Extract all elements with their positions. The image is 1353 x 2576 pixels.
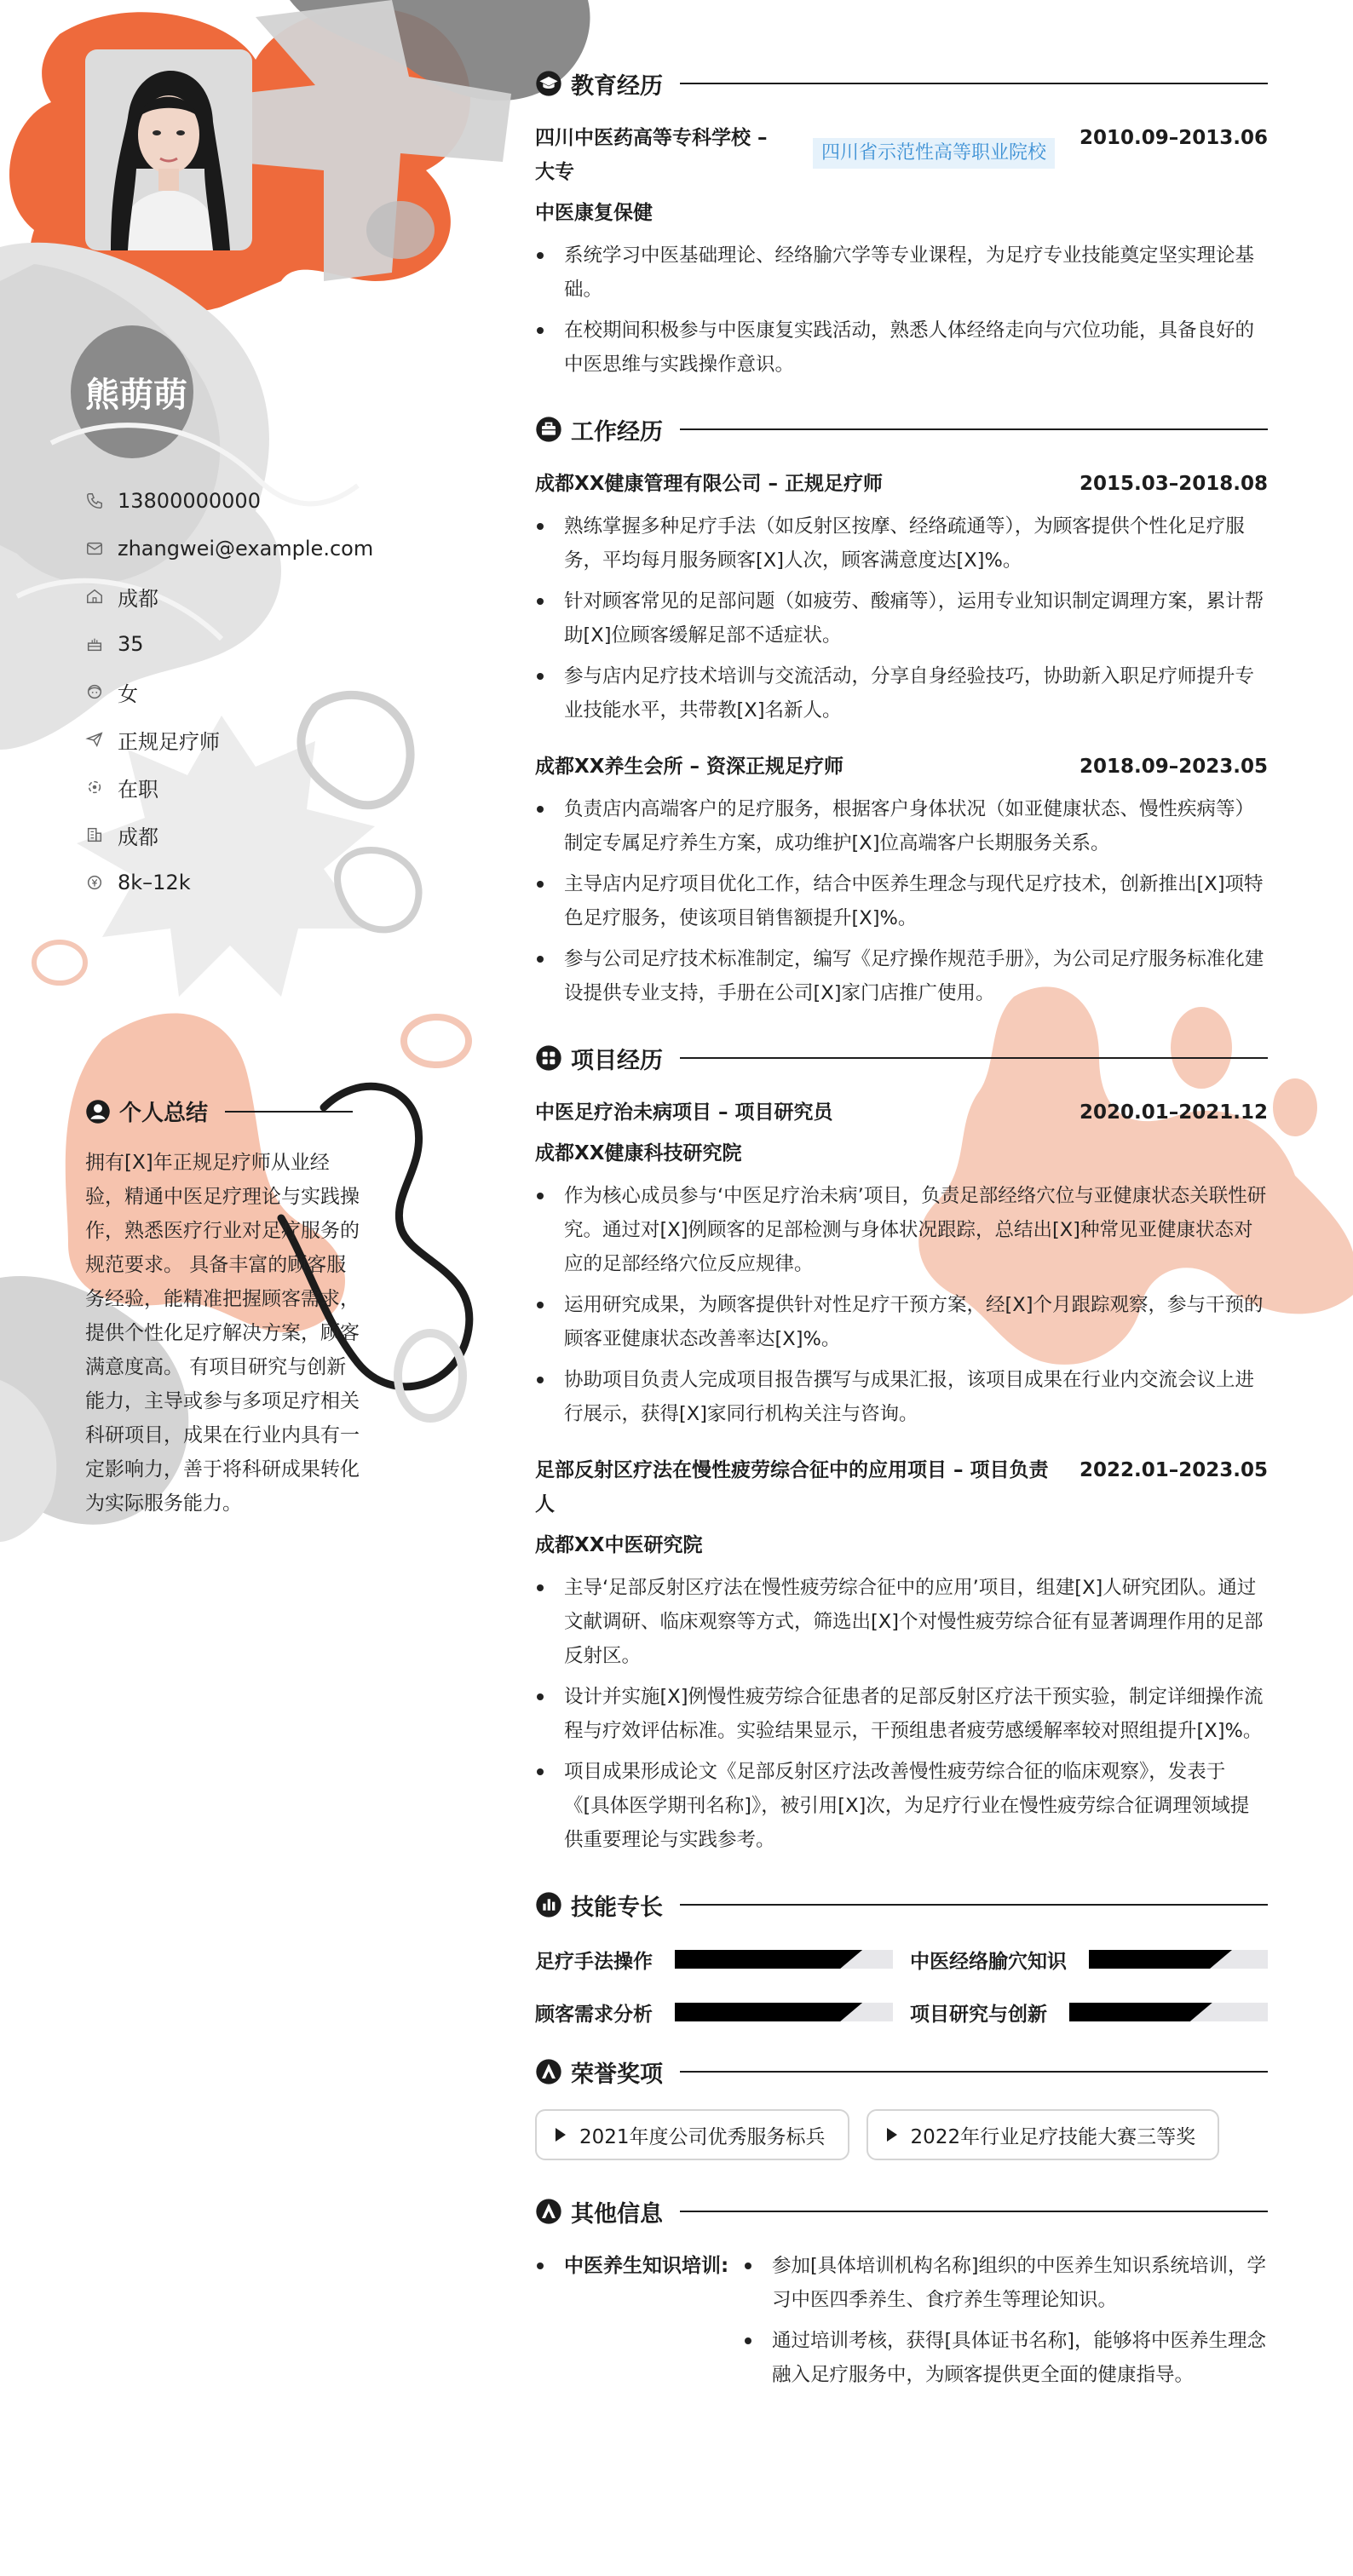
work-entry-title: 成都XX养生会所 – 资深正规足疗师: [535, 756, 843, 778]
main-column: [535, 58, 1268, 2399]
play-icon: [887, 2128, 897, 2142]
other-info: [535, 2249, 1268, 2399]
skill-name: 项目研究与创新: [910, 2003, 1047, 2026]
projects-heading-line: [680, 1057, 1268, 1059]
other-heading-line: [680, 2211, 1268, 2212]
project-entry: [535, 1453, 1268, 1857]
skills-title: 技能专长: [571, 1894, 663, 1921]
building-icon: [85, 825, 118, 844]
list-item: 协助项目负责人完成项目报告撰写与成果汇报，该项目成果在行业内交流会议上进行展示，获得[X]家同行机构关注与咨询。: [535, 1363, 1268, 1431]
skill-name: 中医经络腧穴知识: [910, 1950, 1067, 1973]
list-item: 熟练掌握多种足疗手法（如反射区按摩、经络疏通等），为顾客提供个性化足疗服务，平均每月服务顾客[X]人次，顾客满意度达[X]%。: [535, 509, 1268, 578]
project-entry-org: 成都XX中医研究院: [535, 1534, 703, 1556]
work-entry: [535, 750, 1268, 1010]
skill-item: [910, 1942, 1268, 1976]
other-title: 其他信息: [571, 2200, 663, 2228]
awards-title: 荣誉奖项: [571, 2061, 663, 2088]
summary-text: 拥有[X]年正规足疗师从业经验，精通中医足疗理论与实践操作，熟悉医疗行业对足疗服务的规范要求。 具备丰富的顾客服务经验，能精准把握顾客需求，提供个性化足疗解决方案，顾客满意度高。 有项目研究与创新能力，主导或参与多项足疗相关科研项目，成果在行业内具有一定影响力，善于将科研成果转化为实际服务能力。: [85, 1152, 360, 1515]
other-bullets: [743, 2249, 1268, 2399]
project-entry-title: 中医足疗治未病项目 – 项目研究员: [535, 1101, 833, 1124]
skills-heading-line: [680, 1904, 1268, 1906]
work-entry-date: 2018.09–2023.05: [1079, 756, 1268, 778]
award-label: 2021年度公司优秀服务标兵: [579, 2125, 826, 2148]
skill-item: [535, 1995, 910, 2029]
list-item: 主导‘足部反射区疗法在慢性疲劳综合征中的应用’项目，组建[X]人研究团队。通过文献调研、临床观察等方式，筛选出[X]个对慢性疲劳综合征有显著调理作用的足部反射区。: [535, 1571, 1268, 1673]
skill-bar-fill: [1089, 1950, 1232, 1969]
send-icon: [85, 730, 118, 749]
skill-bar: [1089, 1950, 1268, 1969]
work-entry: [535, 467, 1268, 727]
skill-item: [535, 1942, 910, 1976]
project-entry-title: 足部反射区疗法在慢性疲劳综合征中的应用项目 – 项目负责人: [535, 1459, 1049, 1515]
personal-summary: [85, 1095, 363, 1521]
award-item: [866, 2109, 1220, 2160]
skills-grid: [535, 1942, 1268, 2029]
salary-icon: [85, 873, 118, 892]
profile-photo: [85, 49, 252, 250]
list-item: 参加[具体培训机构名称]组织的中医养生知识系统培训，学习中医四季养生、食疗养生等理论知识。: [743, 2249, 1268, 2317]
gender-icon: [85, 682, 118, 701]
skill-item: [910, 1995, 1268, 2029]
education-heading: [535, 58, 1268, 109]
mail-icon: [85, 539, 118, 558]
project-entry-date: 2020.01–2021.12: [1079, 1101, 1268, 1124]
work-entry-bullets: [535, 509, 1268, 727]
home-icon: [85, 587, 118, 606]
summary-title: 个人总结: [119, 1101, 209, 1126]
awards-list: [535, 2109, 1268, 2160]
skills-section: [535, 1879, 1268, 2029]
education-bullets: [535, 239, 1268, 382]
list-item: 通过培训考核，获得[具体证书名称]，能够将中医养生理念融入足疗服务中，为顾客提供更全面的健康指导。: [743, 2324, 1268, 2392]
education-entry: [535, 121, 1268, 382]
work-title: 工作经历: [571, 418, 663, 446]
skill-bar: [1069, 2003, 1268, 2021]
education-date: 2010.09–2013.06: [1079, 127, 1268, 149]
contact-phone: 13800000000: [85, 477, 373, 525]
briefcase-icon: [535, 416, 562, 443]
education-heading-line: [680, 83, 1268, 84]
grid-icon: [535, 1044, 562, 1072]
list-item: 作为核心成员参与‘中医足疗治未病’项目，负责足部经络穴位与亚健康状态关联性研究。通过对[X]例顾客的足部检测与身体状况跟踪，总结出[X]种常见亚健康状态对应的足部经络穴位反应规律。: [535, 1179, 1268, 1281]
list-item: 参与店内足疗技术培训与交流活动，分享自身经验技巧，协助新入职足疗师提升专业技能水平，共带教[X]名新人。: [535, 659, 1268, 727]
other-label: 中医养生知识培训:: [535, 2249, 743, 2399]
work-heading-line: [680, 428, 1268, 430]
education-major: 中医康复保健: [535, 202, 653, 224]
profile-name: 熊萌萌: [85, 376, 187, 415]
projects-title: 项目经历: [571, 1047, 663, 1074]
list-item: 系统学习中医基础理论、经络腧穴学等专业课程，为足疗专业技能奠定坚实理论基础。: [535, 239, 1268, 307]
award-icon: [535, 2198, 562, 2225]
list-item: 负责店内高端客户的足疗服务，根据客户身体状况（如亚健康状态、慢性疾病等）制定专属足疗养生方案，成功维护[X]位高端客户长期服务关系。: [535, 792, 1268, 860]
list-item: 针对顾客常见的足部问题（如疲劳、酸痛等），运用专业知识制定调理方案，累计帮助[X]位顾客缓解足部不适症状。: [535, 584, 1268, 653]
projects-heading: [535, 1032, 1268, 1084]
award-label: 2022年行业足疗技能大赛三等奖: [910, 2125, 1196, 2148]
cake-icon: [85, 635, 118, 653]
graduation-cap-icon: [535, 70, 562, 97]
skill-bar: [675, 1950, 893, 1969]
project-entry-bullets: [535, 1571, 1268, 1857]
contact-list: [85, 477, 373, 906]
awards-section: [535, 2046, 1268, 2160]
list-item: 主导店内足疗项目优化工作，结合中医养生理念与现代足疗技术，创新推出[X]项特色足疗服务，使该项目销售额提升[X]%。: [535, 867, 1268, 935]
summary-heading-line: [225, 1111, 353, 1113]
skill-bar-fill: [675, 1950, 862, 1969]
skills-heading: [535, 1879, 1268, 1930]
education-section: [535, 58, 1268, 382]
status-icon: [85, 778, 118, 796]
projects-section: [535, 1032, 1268, 1857]
work-section: [535, 404, 1268, 1010]
other-heading: [535, 2186, 1268, 2237]
list-item: 在校期间积极参与中医康复实践活动，熟悉人体经络走向与穴位功能，具备良好的中医思维与实践操作意识。: [535, 313, 1268, 382]
school-tag: 四川省示范性高等职业院校: [813, 138, 1055, 169]
bar-chart-icon: [535, 1891, 562, 1918]
education-school: 四川中医药高等专科学校 – 大专: [535, 127, 768, 183]
work-entry-date: 2015.03–2018.08: [1079, 473, 1268, 495]
list-item: 项目成果形成论文《足部反射区疗法改善慢性疲劳综合征的临床观察》，发表于《[具体医学期刊名称]》，被引用[X]次，为足疗行业在慢性疲劳综合征调理领域提供重要理论与实践参考。: [535, 1755, 1268, 1857]
skill-name: 顾客需求分析: [535, 2003, 653, 2026]
list-item: 设计并实施[X]例慢性疲劳综合征患者的足部反射区疗法干预实验，制定详细操作流程与疗效评估标准。实验结果显示，干预组患者疲劳感缓解率较对照组提升[X]%。: [535, 1680, 1268, 1748]
contact-city: 成都: [85, 572, 373, 620]
award-item: [535, 2109, 849, 2160]
contact-salary: 8k–12k: [85, 859, 373, 906]
project-entry-bullets: [535, 1179, 1268, 1431]
skill-bar: [675, 2003, 893, 2021]
award-icon: [535, 2058, 562, 2085]
other-section: [535, 2186, 1268, 2399]
summary-heading: [85, 1095, 363, 1127]
awards-heading-line: [680, 2071, 1268, 2073]
skill-bar-fill: [675, 2003, 862, 2021]
contact-gender: 女: [85, 668, 373, 716]
project-entry-date: 2022.01–2023.05: [1079, 1459, 1268, 1481]
contact-position: 正规足疗师: [85, 716, 373, 763]
work-entry-title: 成都XX健康管理有限公司 – 正规足疗师: [535, 473, 883, 495]
education-title: 教育经历: [571, 72, 663, 100]
work-heading: [535, 404, 1268, 455]
project-entry: [535, 1095, 1268, 1431]
contact-work-city: 成都: [85, 811, 373, 859]
work-entry-bullets: [535, 792, 1268, 1010]
skill-bar-fill: [1069, 2003, 1212, 2021]
contact-age: 35: [85, 620, 373, 668]
contact-status: 在职: [85, 763, 373, 811]
list-item: 参与公司足疗技术标准制定，编写《足疗操作规范手册》，为公司足疗服务标准化建设提供专业支持，手册在公司[X]家门店推广使用。: [535, 942, 1268, 1010]
play-icon: [556, 2128, 566, 2142]
skill-name: 足疗手法操作: [535, 1950, 653, 1973]
list-item: 运用研究成果，为顾客提供针对性足疗干预方案，经[X]个月跟踪观察，参与干预的顾客亚健康状态改善率达[X]%。: [535, 1288, 1268, 1356]
user-circle-icon: [85, 1099, 111, 1124]
project-entry-org: 成都XX健康科技研究院: [535, 1142, 742, 1164]
awards-heading: [535, 2046, 1268, 2097]
contact-email: zhangwei@example.com: [85, 525, 373, 572]
phone-icon: [85, 492, 118, 510]
